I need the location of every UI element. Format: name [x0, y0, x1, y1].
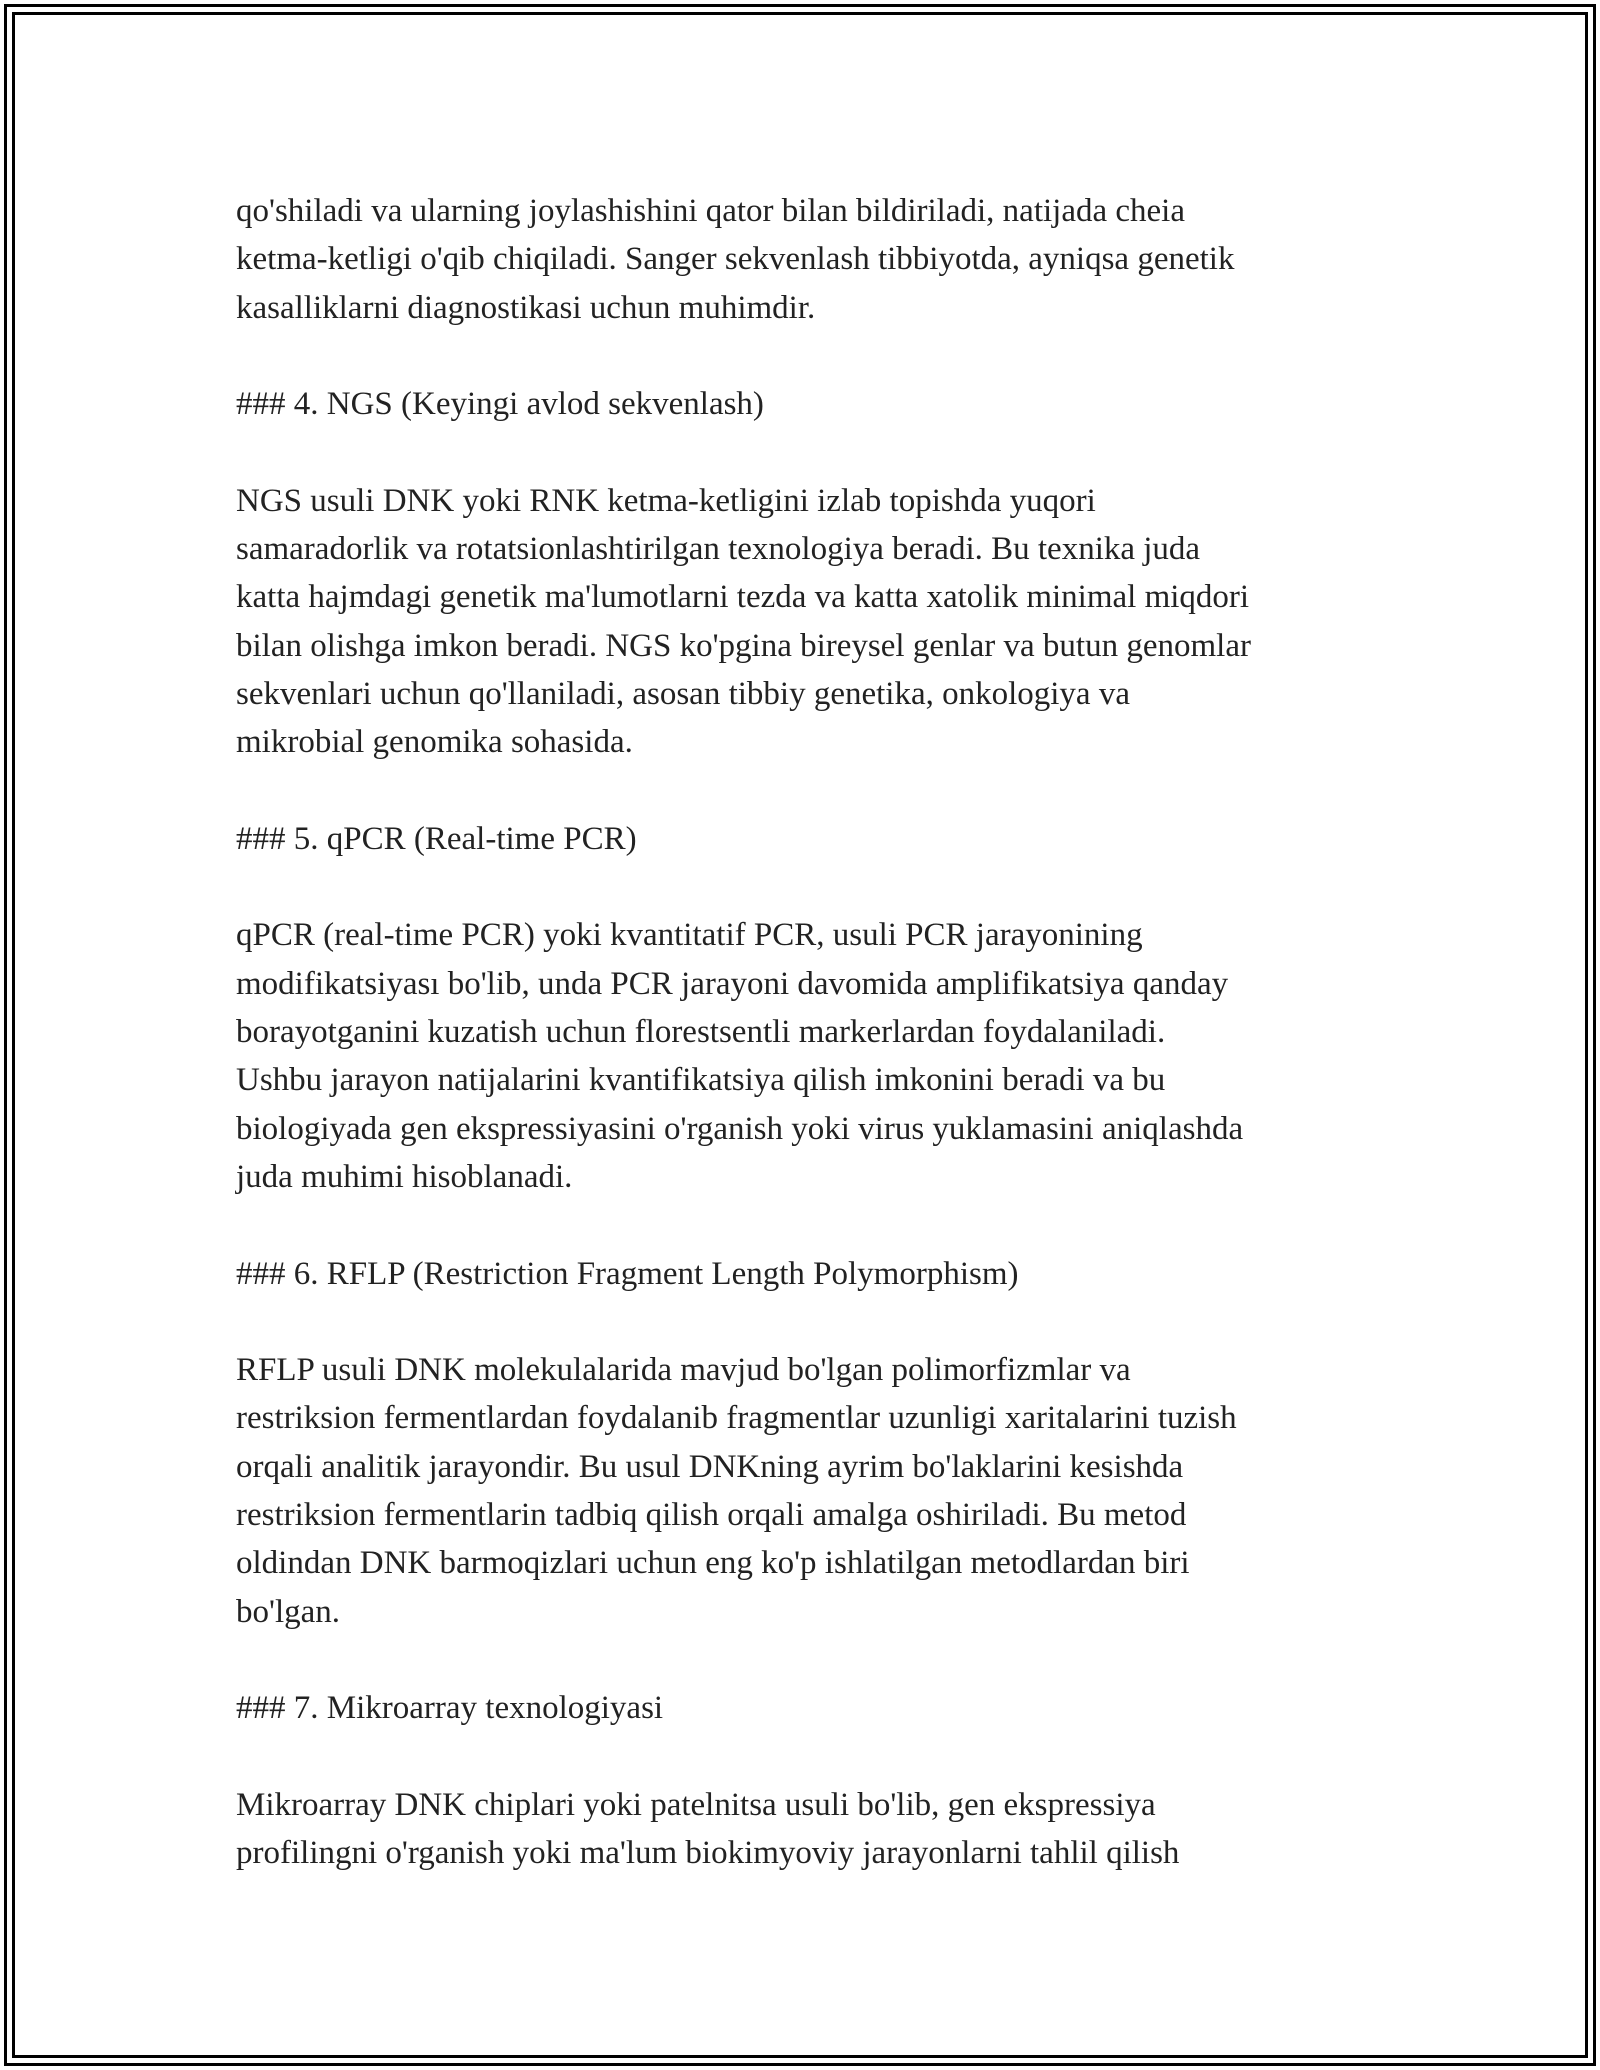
text-line: RFLP usuli DNK molekulalarida mavjud bo'lgan polimorfizmlar va: [236, 1352, 1131, 1389]
text-line: katta hajmdagi genetik ma'lumotlarni tezda va katta xatolik minimal miqdori: [236, 579, 1250, 616]
section-heading: [236, 1684, 1386, 1732]
text-line: bilan olishga imkon beradi. NGS ko'pgina bireysel genlar va butun genomlar: [236, 627, 1251, 664]
paragraph: [236, 1346, 1386, 1636]
paragraph-gap: [236, 1733, 1386, 1781]
text-line: restriksion fermentlardan foydalanib fragmentlar uzunligi xaritalarini tuzish: [236, 1400, 1237, 1437]
text-line: qo'shiladi va ularning joylashishini qator bilan bildiriladi, natijada cheia: [236, 193, 1185, 229]
text-line: Mikroarray DNK chiplari yoki patelnitsa usuli bo'lib, gen ekspressiya: [236, 1786, 1156, 1823]
text-line: ### 4. NGS (Keyingi avlod sekvenlash): [236, 386, 764, 423]
text-line: sekvenlari uchun qo'llaniladi, asosan tibbiy genetika, onkologiya va: [236, 675, 1130, 712]
paragraph-gap: [236, 428, 1386, 476]
text-line: Ushbu jarayon natijalarini kvantifikatsiya qilish imkonini beradi va bu: [236, 1062, 1166, 1099]
section-heading: [236, 1250, 1386, 1298]
paragraph-gap: [236, 332, 1386, 380]
text-line: oldindan DNK barmoqizlari uchun eng ko'p ishlatilgan metodlardan biri: [236, 1545, 1190, 1582]
text-line: qPCR (real-time PCR) yoki kvantitatif PCR, usuli PCR jarayonining: [236, 917, 1143, 954]
paragraph: [236, 187, 1386, 332]
text-line: juda muhimi hisoblanadi.: [236, 1158, 573, 1195]
text-line: modifikatsiyası bo'lib, unda PCR jarayoni davomida amplifikatsiya qanday: [236, 965, 1229, 1002]
text-line: ### 6. RFLP (Restriction Fragment Length Polymorphism): [236, 1255, 1019, 1292]
text-line: samaradorlik va rotatsionlashtirilgan texnologiya beradi. Bu texnika juda: [236, 531, 1201, 568]
paragraph-gap: [236, 1298, 1386, 1346]
text-line: biologiyada gen ekspressiyasini o'rganish yoki virus yuklamasini aniqlashda: [236, 1110, 1244, 1147]
text-line: mikrobial genomika sohasida.: [236, 724, 633, 761]
paragraph-gap: [236, 1201, 1386, 1249]
section-heading: [236, 380, 1386, 428]
paragraph: [236, 911, 1386, 1201]
paragraph: [236, 477, 1386, 767]
text-line: profilingni o'rganish yoki ma'lum biokimyoviy jarayonlarni tahlil qilish: [236, 1835, 1180, 1872]
paragraph-gap: [236, 767, 1386, 815]
text-line: NGS usuli DNK yoki RNK ketma-ketligini izlab topishda yuqori: [236, 482, 1096, 519]
text-line: restriksion fermentlarin tadbiq qilish orqali amalga oshiriladi. Bu metod: [236, 1497, 1187, 1534]
document-body: [236, 187, 1386, 1877]
text-line: ketma-ketligi o'qib chiqiladi. Sanger sekvenlash tibbiyotda, ayniqsa genetik: [236, 241, 1235, 278]
text-line: ### 5. qPCR (Real-time PCR): [236, 820, 637, 857]
text-line: borayotganini kuzatish uchun florestsentli markerlardan foydalaniladi.: [236, 1014, 1166, 1051]
paragraph-gap: [236, 1636, 1386, 1684]
text-line: kasalliklarni diagnostikasi uchun muhimdir.: [236, 289, 816, 326]
paragraph-gap: [236, 863, 1386, 911]
paragraph: [236, 1781, 1386, 1878]
text-line: ### 7. Mikroarray texnologiyasi: [236, 1690, 664, 1727]
section-heading: [236, 815, 1386, 863]
text-line: orqali analitik jarayondir. Bu usul DNKning ayrim bo'laklarini kesishda: [236, 1448, 1184, 1485]
text-line: bo'lgan.: [236, 1593, 341, 1630]
